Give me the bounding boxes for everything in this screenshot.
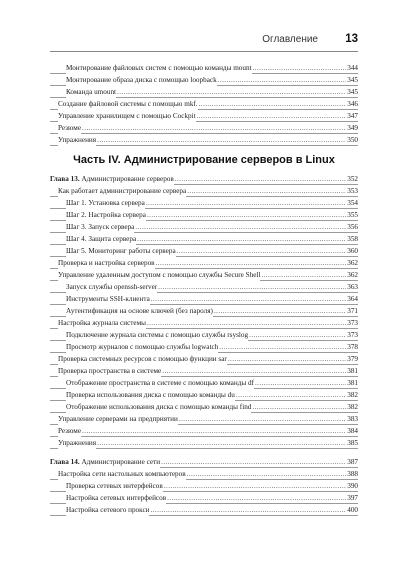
toc-page-number: 358 bbox=[347, 235, 358, 243]
toc-entry-title: Управление хранилищем с помощью Cockpit bbox=[58, 112, 196, 120]
dot-leader bbox=[175, 173, 346, 185]
toc-page-number: 400 bbox=[347, 506, 358, 514]
dot-leader bbox=[179, 413, 346, 425]
toc-entry[interactable] bbox=[50, 425, 358, 437]
running-title: Оглавление bbox=[262, 34, 318, 45]
toc-page-number: 385 bbox=[347, 439, 358, 447]
part-title: Часть IV. Администрирование серверов в Linux bbox=[73, 154, 335, 166]
toc-entry-title: Упражнения bbox=[58, 136, 97, 144]
toc-entry[interactable] bbox=[50, 74, 358, 86]
toc-entry[interactable] bbox=[50, 209, 358, 221]
header-rule bbox=[50, 51, 358, 52]
chapter-title: Администрирование сети bbox=[81, 458, 161, 466]
toc-entry-title bbox=[50, 456, 160, 468]
toc-entry-title: Шаг 4. Защита сервера bbox=[66, 235, 137, 243]
toc-page-number: 349 bbox=[347, 124, 358, 132]
toc-entry-title: Отображение пространства в системе с помощью команды df bbox=[66, 379, 254, 387]
toc-entry[interactable] bbox=[50, 413, 358, 425]
dot-leader bbox=[249, 329, 346, 341]
dot-leader bbox=[147, 209, 346, 221]
dot-leader bbox=[219, 341, 346, 353]
dot-leader bbox=[252, 401, 346, 413]
toc-page-number: 345 bbox=[347, 88, 358, 96]
toc-page-number: 382 bbox=[347, 403, 358, 411]
toc-entry[interactable] bbox=[50, 353, 358, 365]
toc-entry-title: Создание файловой системы с помощью mkf. bbox=[58, 100, 198, 108]
toc-page-number: 363 bbox=[347, 283, 358, 291]
toc-entry[interactable] bbox=[50, 110, 358, 122]
toc-entry-title: Резюме bbox=[58, 124, 82, 132]
toc-entry-title: Шаг 3. Запуск сервера bbox=[66, 223, 135, 231]
toc-chapter-13 bbox=[50, 173, 358, 449]
toc-entry-title: Шаг 2. Настройка сервера bbox=[66, 211, 146, 219]
toc-entry-title: Запуск службы openssh-server bbox=[66, 283, 158, 291]
toc-entry[interactable] bbox=[50, 281, 358, 293]
toc-entry[interactable] bbox=[50, 365, 358, 377]
toc-entry[interactable] bbox=[50, 134, 358, 146]
toc-entry[interactable] bbox=[50, 257, 358, 269]
toc-page-number: 382 bbox=[347, 391, 358, 399]
dot-leader bbox=[255, 377, 346, 389]
dot-leader bbox=[82, 122, 346, 134]
dot-leader bbox=[228, 353, 346, 365]
toc-entry-title: Подключение журнала системы с помощью службы rsyslog bbox=[66, 331, 249, 339]
dot-leader bbox=[137, 233, 346, 245]
toc-page-number: 373 bbox=[347, 331, 358, 339]
dot-leader bbox=[218, 74, 347, 86]
toc-entry[interactable] bbox=[50, 86, 358, 98]
toc-entry-title: Аутентификация на основе ключей (без пароля) bbox=[66, 307, 213, 315]
toc-page-number: 362 bbox=[347, 271, 358, 279]
dot-leader bbox=[150, 504, 346, 516]
toc-page-number: 345 bbox=[347, 76, 358, 84]
toc-entry-title: Проверка использования диска с помощью команды du bbox=[66, 391, 235, 399]
dot-leader bbox=[117, 86, 346, 98]
toc-entry-title: Как работает администрирование сервера bbox=[58, 187, 187, 195]
toc-entry[interactable] bbox=[50, 173, 358, 185]
toc-entry[interactable] bbox=[50, 293, 358, 305]
dot-leader bbox=[253, 62, 347, 74]
dot-leader bbox=[197, 110, 347, 122]
toc-entry[interactable] bbox=[50, 389, 358, 401]
dot-leader bbox=[187, 185, 346, 197]
toc-entry[interactable] bbox=[50, 437, 358, 449]
toc-page-number: 364 bbox=[347, 295, 358, 303]
toc-page-number: 379 bbox=[347, 355, 358, 363]
toc-page-number: 347 bbox=[347, 112, 358, 120]
toc-entry[interactable] bbox=[50, 504, 358, 516]
chapter-label: Глава 13. bbox=[50, 175, 80, 183]
dot-leader bbox=[261, 269, 346, 281]
toc-entry-title: Монтирование файловых систем с помощью команды mount bbox=[66, 64, 252, 72]
toc-entry[interactable] bbox=[50, 197, 358, 209]
toc-entry-title: Упражнения bbox=[58, 439, 97, 447]
dot-leader bbox=[147, 317, 346, 329]
toc-entry[interactable] bbox=[50, 233, 358, 245]
toc-entry[interactable] bbox=[50, 269, 358, 281]
toc-page-number: 350 bbox=[347, 136, 358, 144]
dot-leader bbox=[158, 281, 346, 293]
toc-entry[interactable] bbox=[50, 329, 358, 341]
toc-page-number: 387 bbox=[347, 458, 358, 466]
toc-entry-title: Настройка журнала системы bbox=[58, 319, 146, 327]
toc-page-number: 381 bbox=[347, 367, 358, 375]
toc-entry-title: Шаг 1. Установка сервера bbox=[66, 199, 145, 207]
toc-entry-title: Управление удаленным доступом с помощью службы Secure Shell bbox=[58, 271, 261, 279]
toc-page-number: 344 bbox=[347, 64, 358, 72]
toc-entry-title: Резюме bbox=[58, 427, 82, 435]
toc-entry-title: Настройка сетевых интерфейсов bbox=[66, 494, 167, 502]
toc-entry[interactable] bbox=[50, 317, 358, 329]
toc-page-number: 397 bbox=[347, 494, 358, 502]
toc-page-number: 352 bbox=[347, 175, 358, 183]
toc-section-storage bbox=[50, 62, 358, 146]
toc-page-number: 346 bbox=[347, 100, 358, 108]
toc-entry-title: Монтирование образа диска с помощью loopback bbox=[66, 76, 217, 84]
toc-entry[interactable] bbox=[50, 185, 358, 197]
toc-entry[interactable] bbox=[50, 62, 358, 74]
toc-entry-title: Проверка пространства в системе bbox=[58, 367, 162, 375]
dot-leader bbox=[156, 257, 347, 269]
toc-page-number: 378 bbox=[347, 343, 358, 351]
toc-entry-title: Проверка и настройка серверов bbox=[58, 259, 155, 267]
dot-leader bbox=[151, 293, 346, 305]
toc-entry[interactable] bbox=[50, 456, 358, 468]
toc-entry[interactable] bbox=[50, 305, 358, 317]
toc-entry-title: Настройка сетевого прокси bbox=[66, 506, 150, 514]
toc-page-number: 388 bbox=[347, 470, 358, 478]
toc-page-number: 390 bbox=[347, 482, 358, 490]
toc-entry-title: Просмотр журналов с помощью службы logwatch bbox=[66, 343, 219, 351]
chapter-title: Администрирование серверов bbox=[81, 175, 174, 183]
dot-leader bbox=[161, 456, 346, 468]
dot-leader bbox=[214, 305, 346, 317]
dot-leader bbox=[135, 221, 346, 233]
toc-entry[interactable] bbox=[50, 468, 358, 480]
toc-page-number: 355 bbox=[347, 211, 358, 219]
page-number: 13 bbox=[345, 33, 358, 45]
toc-page-number: 353 bbox=[347, 187, 358, 195]
toc-entry[interactable] bbox=[50, 122, 358, 134]
toc-entry-title: Шаг 5. Мониторинг работы сервера bbox=[66, 247, 176, 255]
toc-page-number: 383 bbox=[347, 415, 358, 423]
toc-entry-title: Проверка сетевых интерфейсов bbox=[66, 482, 163, 490]
toc-page-number: 381 bbox=[347, 379, 358, 387]
dot-leader bbox=[167, 492, 346, 504]
dot-leader bbox=[162, 365, 346, 377]
dot-leader bbox=[236, 389, 346, 401]
toc-page-number: 371 bbox=[347, 307, 358, 315]
dot-leader bbox=[97, 437, 346, 449]
toc-entry[interactable] bbox=[50, 401, 358, 413]
dot-leader bbox=[199, 98, 347, 110]
toc-page-number: 384 bbox=[347, 427, 358, 435]
toc-entry-title: Инструменты SSH-клиента bbox=[66, 295, 150, 303]
toc-entry-title: Управление серверами на предприятии bbox=[58, 415, 178, 423]
toc-entry[interactable] bbox=[50, 98, 358, 110]
dot-leader bbox=[187, 468, 347, 480]
toc-entry[interactable] bbox=[50, 341, 358, 353]
toc-entry-title: Проверка системных ресурсов с помощью функции sar bbox=[58, 355, 227, 363]
toc-entry[interactable] bbox=[50, 492, 358, 504]
toc-page-number: 362 bbox=[347, 259, 358, 267]
dot-leader bbox=[82, 425, 346, 437]
toc-entry-title bbox=[50, 173, 174, 185]
dot-leader bbox=[97, 134, 346, 146]
toc-entry[interactable] bbox=[50, 377, 358, 389]
toc-entry-title: Настройка сети настольных компьютеров bbox=[58, 470, 186, 478]
toc-entry-title: Отображение использования диска с помощью команды find bbox=[66, 403, 252, 411]
toc-entry-title: Команда umount bbox=[66, 88, 117, 96]
toc-page-number: 354 bbox=[347, 199, 358, 207]
toc-entry[interactable] bbox=[50, 480, 358, 492]
dot-leader bbox=[177, 245, 347, 257]
toc-page-number: 373 bbox=[347, 319, 358, 327]
toc-entry[interactable] bbox=[50, 245, 358, 257]
toc-page-number: 356 bbox=[347, 223, 358, 231]
chapter-label: Глава 14. bbox=[50, 458, 80, 466]
toc-entry[interactable] bbox=[50, 221, 358, 233]
toc-chapter-14 bbox=[50, 456, 358, 516]
dot-leader bbox=[146, 197, 346, 209]
page-header bbox=[50, 34, 358, 50]
dot-leader bbox=[164, 480, 346, 492]
toc-page-number: 360 bbox=[347, 247, 358, 255]
